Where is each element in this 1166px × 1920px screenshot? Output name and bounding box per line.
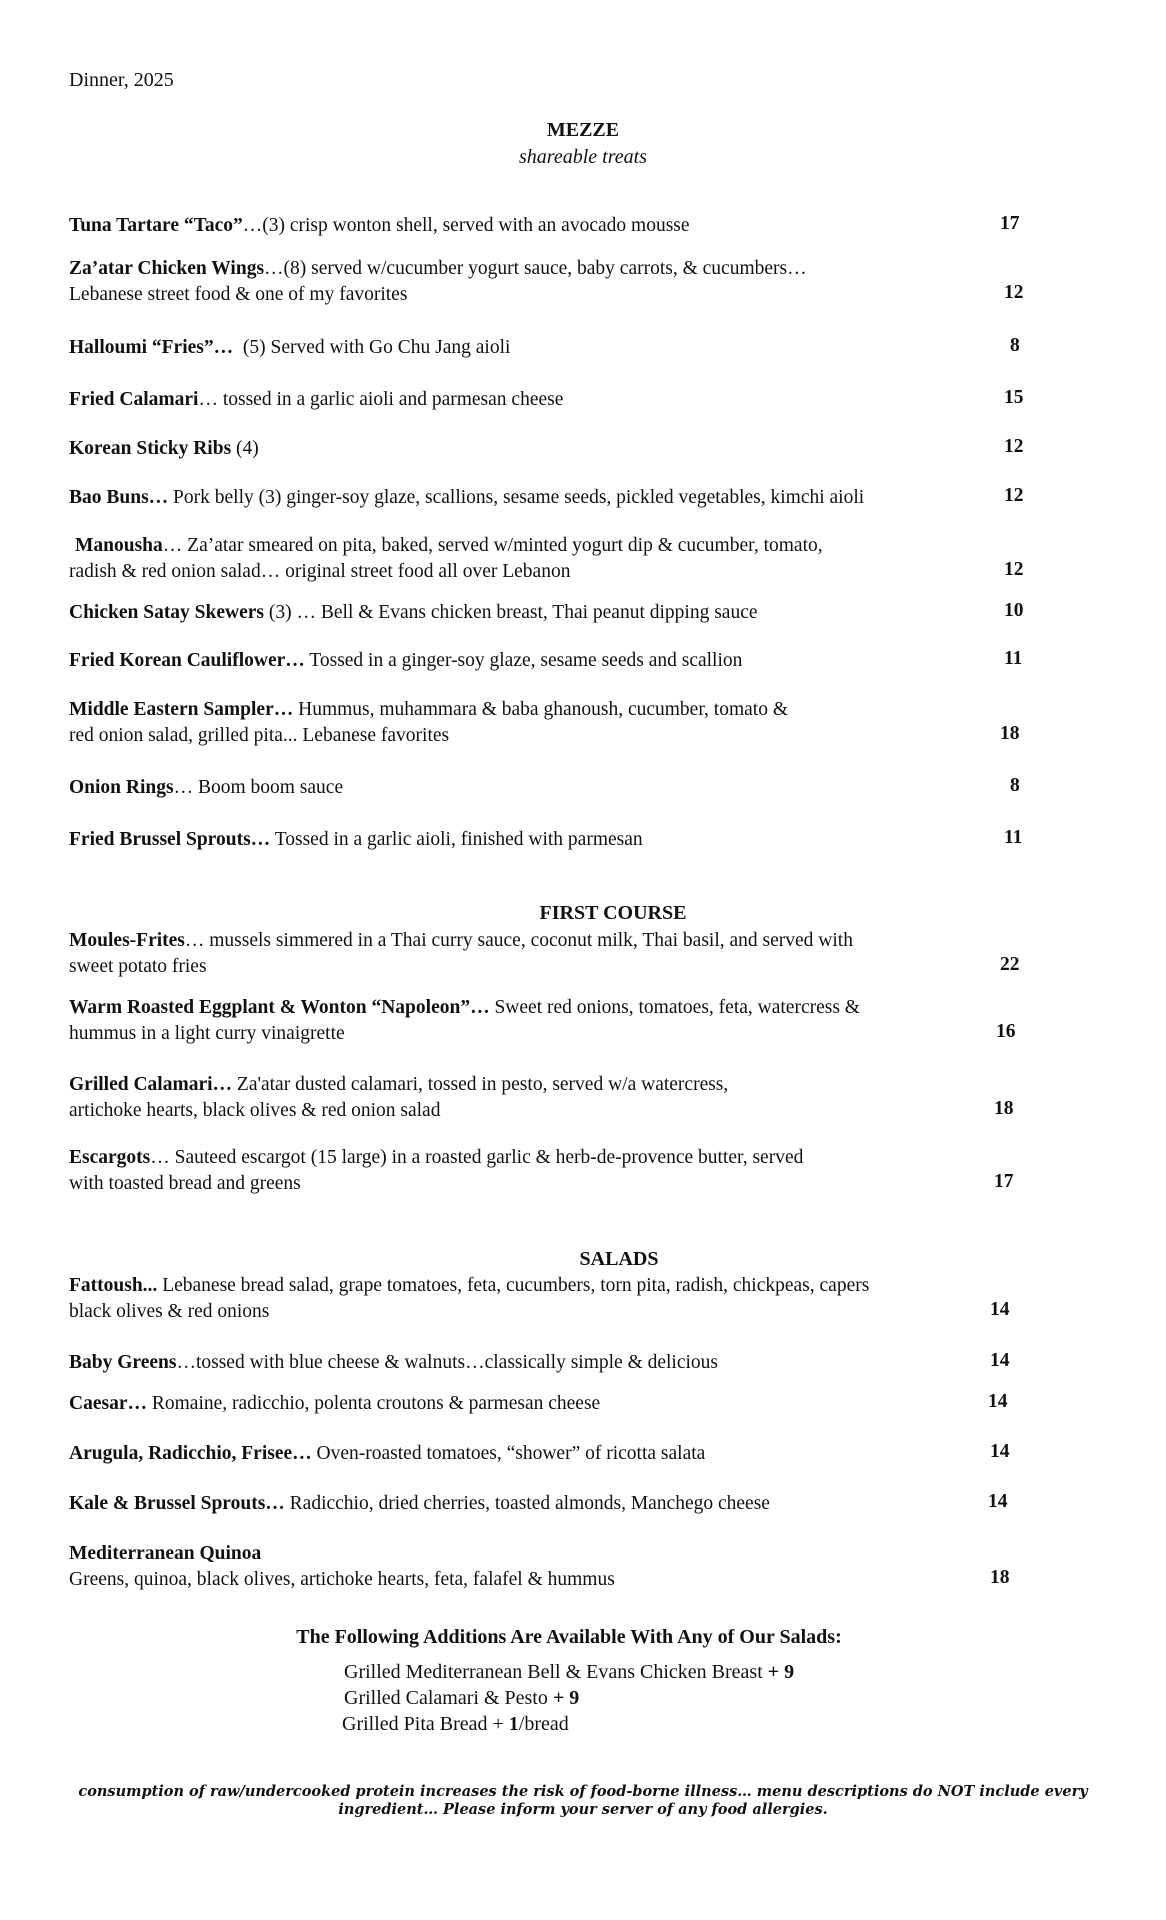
item-price: 17 xyxy=(994,1171,1014,1192)
menu-item xyxy=(69,387,969,413)
menu-item xyxy=(69,485,969,511)
item-description: …(3) crisp wonton shell, served with an avocado mousse xyxy=(242,215,690,236)
item-price: 17 xyxy=(1000,213,1020,234)
menu-item xyxy=(69,1541,969,1593)
item-name: Escargots xyxy=(69,1147,151,1168)
item-price: 14 xyxy=(988,1391,1008,1412)
item-price: 14 xyxy=(990,1299,1010,1320)
item-name: Baby Greens xyxy=(69,1352,177,1373)
section-title-salads: SALADS xyxy=(579,1248,659,1270)
section-title-mezze: MEZZE xyxy=(546,119,620,141)
item-description: (4) xyxy=(231,438,259,459)
menu-item xyxy=(69,533,975,585)
item-description: … tossed in a garlic aioli and parmesan cheese xyxy=(198,389,564,410)
addition-item xyxy=(342,1711,569,1737)
item-name: Kale & Brussel Sprouts… xyxy=(69,1493,285,1514)
item-description-line2: red onion salad, grilled pita... Lebanese favorites xyxy=(69,725,450,746)
item-description-line2: with toasted bread and greens xyxy=(69,1173,301,1194)
menu-item xyxy=(69,335,969,361)
item-description-line2: artichoke hearts, black olives & red onion salad xyxy=(69,1100,441,1121)
item-name: Fried Korean Cauliflower… xyxy=(69,650,305,671)
item-description-line2: sweet potato fries xyxy=(69,956,207,977)
addition-text: Grilled Pita Bread + xyxy=(342,1713,509,1735)
item-price: 12 xyxy=(1004,282,1024,303)
item-price: 12 xyxy=(1004,485,1024,506)
item-description: … Sauteed escargot (15 large) in a roasted garlic & herb-de-provence butter, served xyxy=(150,1147,804,1168)
item-price: 22 xyxy=(1000,954,1020,975)
item-price: 16 xyxy=(996,1021,1016,1042)
item-name: Middle Eastern Sampler… xyxy=(69,699,294,720)
item-name: Bao Buns… xyxy=(69,487,169,508)
item-description: Tossed in a ginger-soy glaze, sesame seeds and scallion xyxy=(304,650,743,671)
addition-suffix: /bread xyxy=(518,1713,569,1735)
menu-item xyxy=(69,775,969,801)
document-header: Dinner, 2025 xyxy=(69,69,174,91)
item-description: …tossed with blue cheese & walnuts…classically simple & delicious xyxy=(176,1352,719,1373)
item-description-line2: radish & red onion salad… original street food all over Lebanon xyxy=(69,561,571,582)
item-name: Fried Brussel Sprouts… xyxy=(69,829,271,850)
item-price: 11 xyxy=(1004,648,1023,669)
item-description: Hummus, muhammara & baba ghanoush, cucumber, tomato & xyxy=(293,699,788,720)
item-price: 14 xyxy=(988,1491,1008,1512)
item-name: Grilled Calamari… xyxy=(69,1074,233,1095)
menu-item xyxy=(69,928,969,980)
menu-item xyxy=(69,995,969,1047)
section-subtitle-mezze: shareable treats xyxy=(519,146,647,168)
item-price: 18 xyxy=(994,1098,1014,1119)
item-name: Onion Rings xyxy=(69,777,174,798)
menu-item xyxy=(69,827,969,853)
additions-title: The Following Additions Are Available With Any of Our Salads: xyxy=(296,1626,842,1648)
item-name: Manousha xyxy=(75,535,163,556)
item-name: Fattoush... xyxy=(69,1275,158,1296)
item-price: 18 xyxy=(1000,723,1020,744)
addition-text: Grilled Mediterranean Bell & Evans Chicken Breast xyxy=(344,1661,768,1683)
menu-item xyxy=(69,697,969,749)
item-description: Za'atar dusted calamari, tossed in pesto, served w/a watercress, xyxy=(232,1074,729,1095)
menu-item xyxy=(69,1391,969,1417)
item-price: 10 xyxy=(1004,600,1024,621)
menu-item xyxy=(69,600,969,626)
addition-price: + 9 xyxy=(552,1687,580,1709)
menu-item xyxy=(69,648,969,674)
menu-item xyxy=(69,256,969,308)
item-price: 8 xyxy=(1010,335,1020,356)
addition-price: 1 xyxy=(508,1713,519,1735)
item-name: Mediterranean Quinoa xyxy=(69,1543,262,1564)
item-name: Fried Calamari xyxy=(69,389,199,410)
item-name: Caesar… xyxy=(69,1393,147,1414)
menu-item xyxy=(69,1273,969,1325)
item-price: 12 xyxy=(1004,436,1024,457)
item-name: Moules-Frites xyxy=(69,930,185,951)
menu-item xyxy=(69,1072,969,1124)
item-description: Sweet red onions, tomatoes, feta, watercress & xyxy=(489,997,860,1018)
item-description-line2: hummus in a light curry vinaigrette xyxy=(69,1023,345,1044)
item-price: 15 xyxy=(1004,387,1024,408)
menu-item xyxy=(69,1350,969,1376)
item-description: Romaine, radicchio, polenta croutons & parmesan cheese xyxy=(146,1393,601,1414)
item-description-line2: Greens, quinoa, black olives, artichoke hearts, feta, falafel & hummus xyxy=(69,1569,615,1590)
allergy-disclaimer: consumption of raw/undercooked protein increases the risk of food-borne illness… menu descriptions do NOT include every ingredient… Please inform your server of any food allergies. xyxy=(78,1783,1088,1818)
item-description: Tossed in a garlic aioli, finished with parmesan xyxy=(270,829,643,850)
item-name: Halloumi “Fries”… xyxy=(69,337,234,358)
item-description: (5) Served with Go Chu Jang aioli xyxy=(233,337,511,358)
item-description: Pork belly (3) ginger-soy glaze, scallions, sesame seeds, pickled vegetables, kimchi aioli xyxy=(168,487,865,508)
item-price: 11 xyxy=(1004,827,1023,848)
item-description: … mussels simmered in a Thai curry sauce, coconut milk, Thai basil, and served with xyxy=(184,930,853,951)
item-description: … Za’atar smeared on pita, baked, served w/minted yogurt dip & cucumber, tomato, xyxy=(162,535,823,556)
menu-item xyxy=(69,1441,969,1467)
item-price: 8 xyxy=(1010,775,1020,796)
menu-item xyxy=(69,213,969,239)
item-name: Tuna Tartare “Taco” xyxy=(69,215,243,236)
item-description: …(8) served w/cucumber yogurt sauce, baby carrots, & cucumbers… xyxy=(264,258,807,279)
item-description-line2: black olives & red onions xyxy=(69,1301,270,1322)
item-name: Korean Sticky Ribs xyxy=(69,438,232,459)
item-name: Za’atar Chicken Wings xyxy=(69,258,265,279)
addition-price: + 9 xyxy=(767,1661,795,1683)
item-description: Lebanese bread salad, grape tomatoes, feta, cucumbers, torn pita, radish, chickpeas, capers xyxy=(157,1275,870,1296)
item-name: Arugula, Radicchio, Frisee… xyxy=(69,1443,312,1464)
item-price: 14 xyxy=(990,1350,1010,1371)
menu-item xyxy=(69,1491,969,1517)
item-description: Radicchio, dried cherries, toasted almonds, Manchego cheese xyxy=(284,1493,770,1514)
item-price: 14 xyxy=(990,1441,1010,1462)
item-description: Oven-roasted tomatoes, “shower” of ricotta salata xyxy=(311,1443,706,1464)
addition-item xyxy=(344,1685,579,1711)
section-title-first-course: FIRST COURSE xyxy=(539,902,687,924)
item-description-line2: Lebanese street food & one of my favorites xyxy=(69,284,408,305)
addition-item xyxy=(344,1659,794,1685)
addition-text: Grilled Calamari & Pesto xyxy=(344,1687,553,1709)
menu-item xyxy=(69,436,969,462)
item-name: Warm Roasted Eggplant & Wonton “Napoleon”… xyxy=(69,997,490,1018)
item-price: 18 xyxy=(990,1567,1010,1588)
item-name: Chicken Satay Skewers xyxy=(69,602,265,623)
item-description: … Boom boom sauce xyxy=(173,777,344,798)
item-price: 12 xyxy=(1004,559,1024,580)
item-description: (3) … Bell & Evans chicken breast, Thai peanut dipping sauce xyxy=(264,602,758,623)
menu-item xyxy=(69,1145,969,1197)
